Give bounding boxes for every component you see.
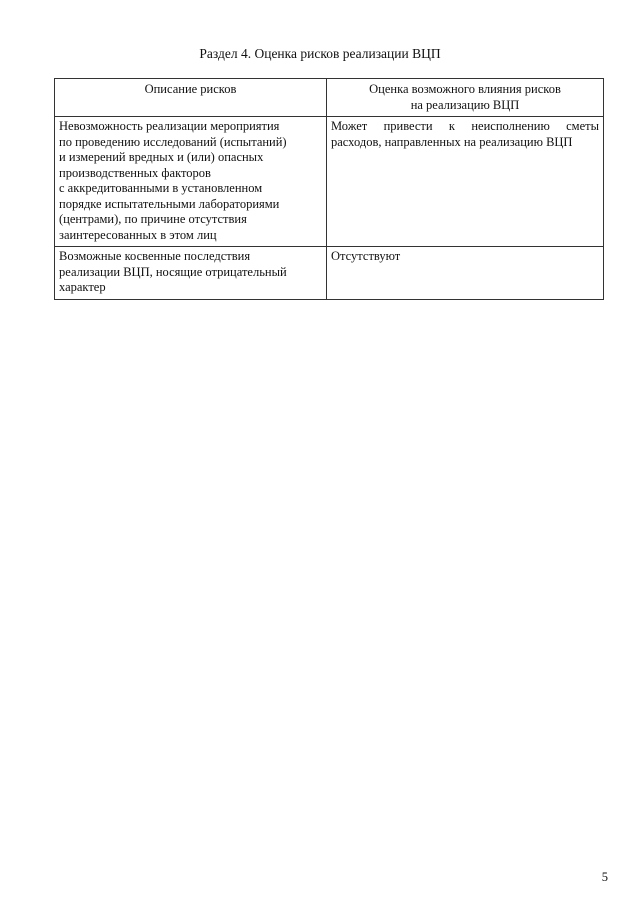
risk-description-line: Возможные косвенные последствия	[59, 249, 251, 263]
header-risk-impact	[327, 79, 604, 117]
risk-description-line: характер	[59, 280, 106, 294]
risk-description-line: и измерений вредных и (или) опасных	[59, 150, 264, 164]
section-title: Раздел 4. Оценка рисков реализации ВЦП	[199, 46, 441, 61]
page-number: 5	[601, 870, 608, 884]
header-risk-description-label: Описание рисков	[144, 82, 237, 96]
risk-description-line: Невозможность реализации мероприятия	[59, 119, 280, 133]
risk-description-line: порядке испытательными лабораториями	[59, 196, 280, 211]
risk-description-line: с аккредитованными в установленном	[59, 181, 263, 195]
risk-impact-cell: Может привести к неисполнению сметы расходов, направленных на реализацию ВЦП	[327, 117, 604, 247]
table-row	[55, 247, 604, 300]
risk-impact-cell: Отсутствуют	[327, 247, 604, 300]
risk-description-line: (центрами), по причине отсутствия	[59, 212, 247, 226]
header-risk-impact-line-2: на реализацию ВЦП	[410, 97, 520, 112]
table-header-row	[55, 79, 604, 117]
risk-description-line: реализации ВЦП, носящие отрицательный	[59, 264, 287, 279]
table-row	[55, 117, 604, 247]
risk-assessment-table	[54, 78, 604, 300]
risk-description-cell	[55, 247, 327, 300]
risk-description-line: заинтересованных в этом лиц	[59, 227, 217, 242]
risk-description-line: по проведению исследований (испытаний)	[59, 134, 287, 149]
risk-description-line: производственных факторов	[59, 165, 211, 180]
header-risk-description	[55, 79, 327, 117]
risk-description-cell	[55, 117, 327, 247]
header-risk-impact-line-1: Оценка возможного влияния рисков	[369, 82, 561, 96]
